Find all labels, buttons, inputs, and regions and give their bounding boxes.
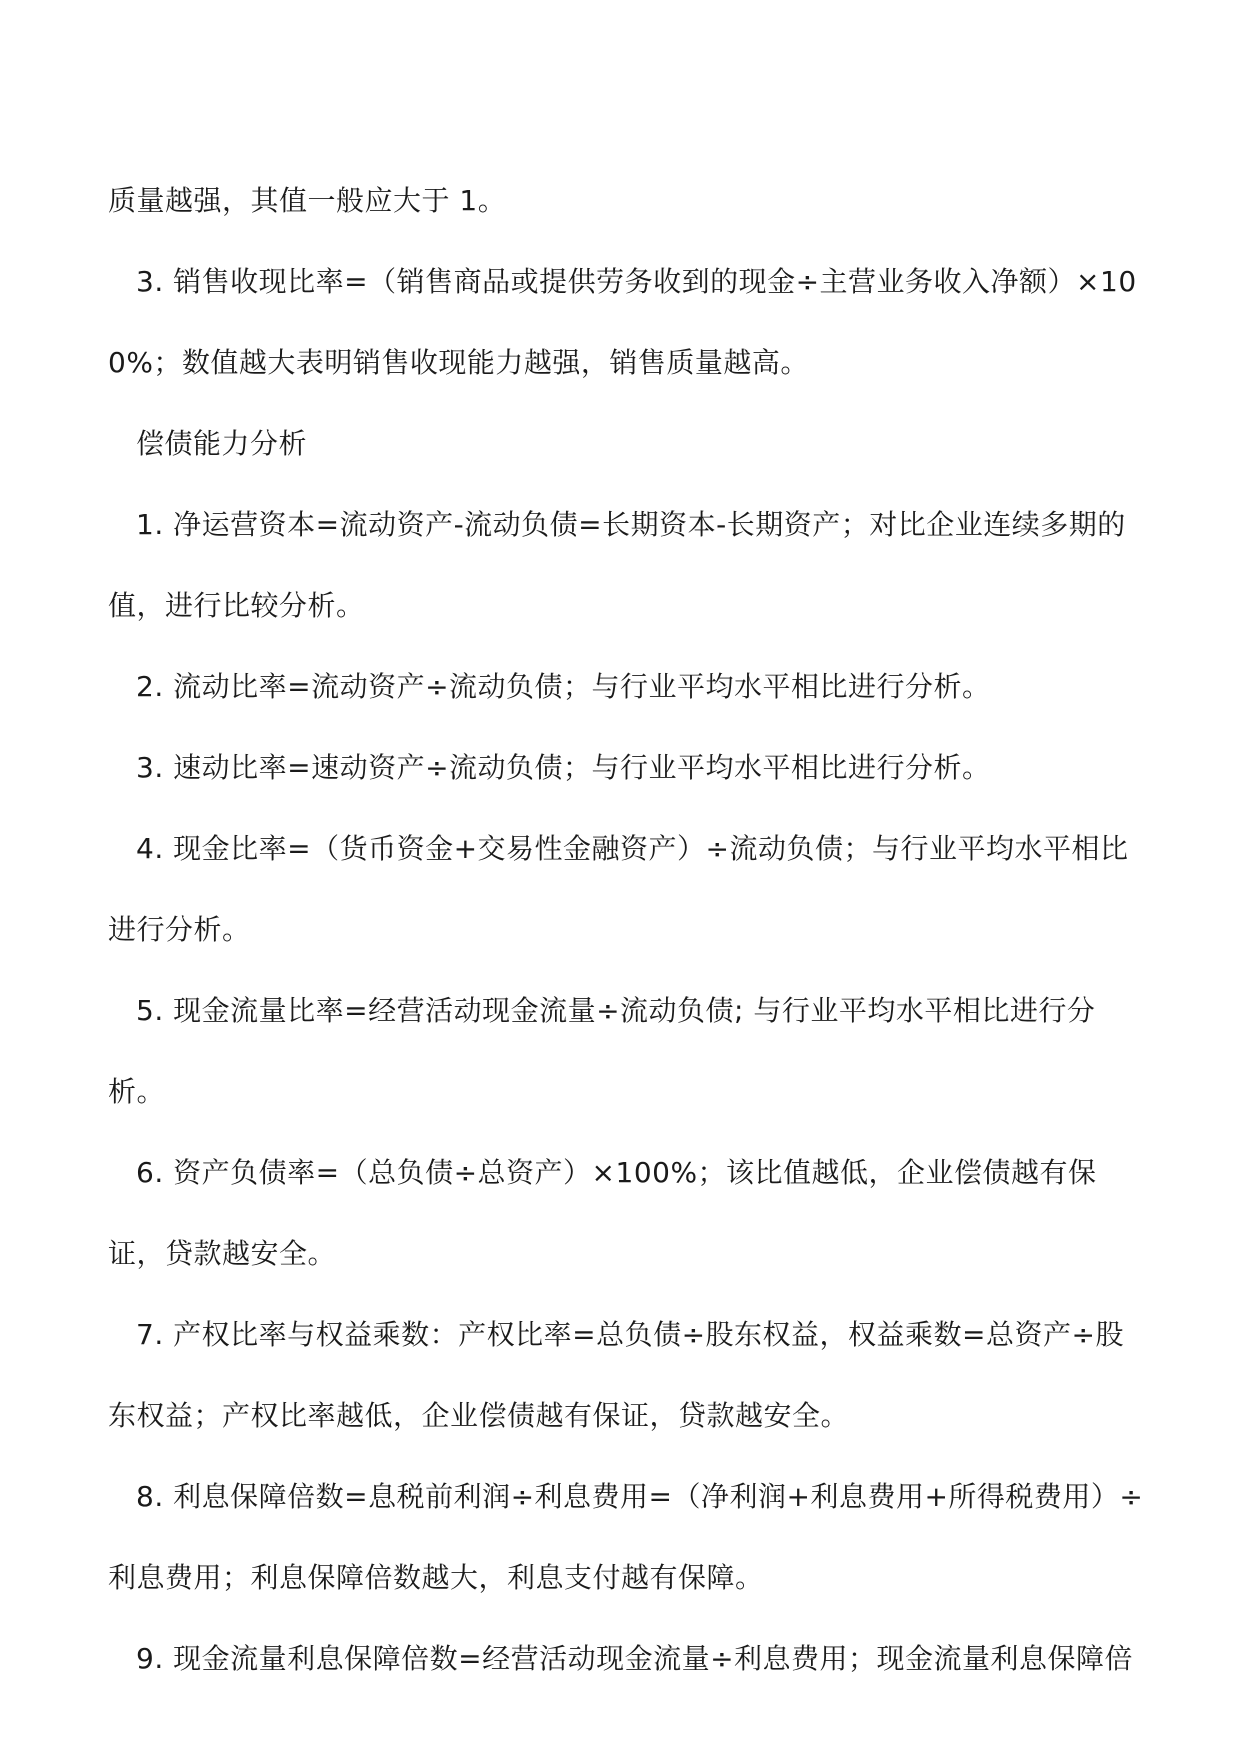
paragraph-7: 4. 现金比率=（货币资金+交易性金融资产）÷流动负债；与行业平均水平相比进行分析。 bbox=[108, 832, 1129, 946]
paragraph-4: 1. 净运营资本=流动资产-流动负债=长期资本-长期资产；对比企业连续多期的值，进行比较分析。 bbox=[108, 508, 1126, 622]
paragraph-6: 3. 速动比率=速动资产÷流动负债；与行业平均水平相比进行分析。 bbox=[136, 751, 991, 784]
paragraph-11: 8. 利息保障倍数=息税前利润÷利息费用=（净利润+利息费用+所得税费用）÷利息费用；利息保障倍数越大，利息支付越有保障。 bbox=[108, 1480, 1144, 1594]
paragraph-8: 5. 现金流量比率=经营活动现金流量÷流动负债; 与行业平均水平相比进行分析。 bbox=[108, 994, 1096, 1108]
paragraph-2: 3. 销售收现比率=（销售商品或提供劳务收到的现金÷主营业务收入净额）×100%；数值越大表明销售收现能力越强，销售质量越高。 bbox=[108, 265, 1137, 379]
paragraph-5: 2. 流动比率=流动资产÷流动负债；与行业平均水平相比进行分析。 bbox=[136, 670, 991, 703]
paragraph-9: 6. 资产负债率=（总负债÷总资产）×100%；该比值越低，企业偿债越有保证，贷款越安全。 bbox=[108, 1156, 1097, 1270]
section-heading: 偿债能力分析 bbox=[136, 427, 308, 460]
paragraph-10: 7. 产权比率与权益乘数：产权比率=总负债÷股东权益，权益乘数=总资产÷股东权益；产权比率越低，企业偿债越有保证，贷款越安全。 bbox=[108, 1318, 1124, 1432]
document-body bbox=[108, 160, 1148, 1699]
paragraph-12: 9. 现金流量利息保障倍数=经营活动现金流量÷利息费用；现金流量利息保障倍 bbox=[136, 1642, 1134, 1675]
paragraph-1: 质量越强，其值一般应大于 1。 bbox=[108, 184, 507, 217]
